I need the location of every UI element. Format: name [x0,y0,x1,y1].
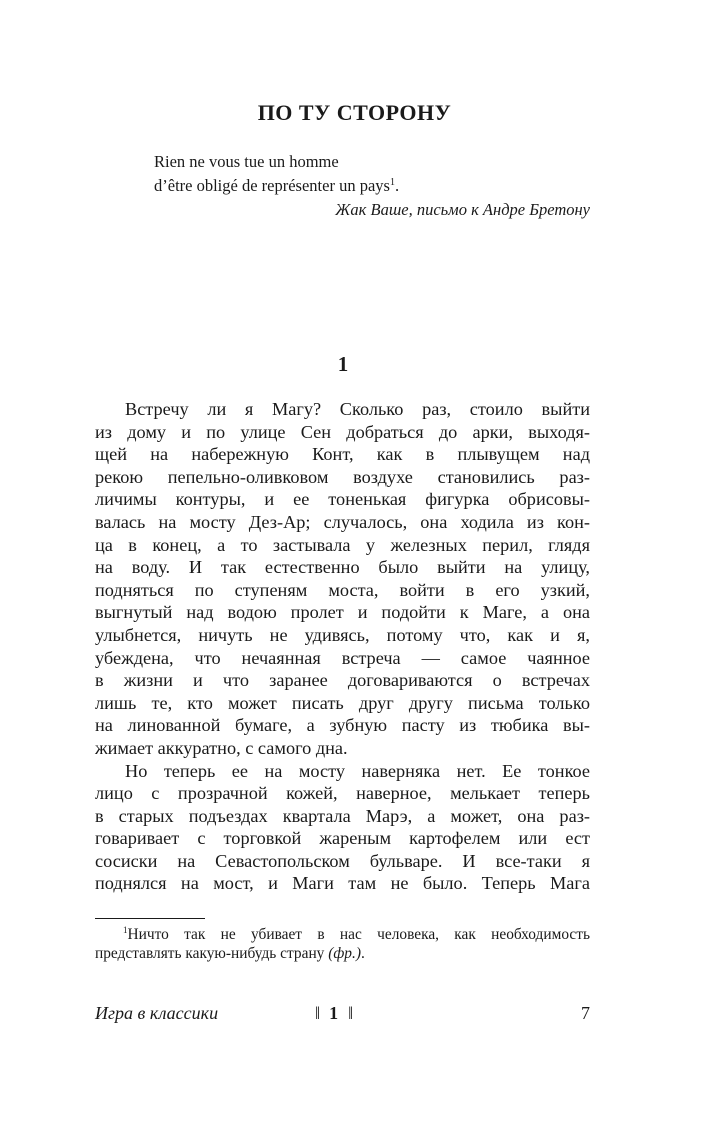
chapter-bar-right: ‖ [348,1003,353,1023]
page-number: 7 [581,1003,590,1023]
epigraph-line-2-end: . [394,176,400,195]
epigraph-line-1: Rien ne vous tue un homme [154,152,339,171]
text-line: поднялся на мост, и Маги там не было. Теперь Мага [95,873,590,894]
text-line: щей на набережную Конт, как в плывущем над [95,444,590,465]
footnote-line-1-text: Ничто так не убивает в нас человека, как необходимость [127,926,590,943]
text-line: личимы контуры, и ее тоненькая фигурка обрисовы- [95,489,590,510]
text-line: сосиски на Севастопольском бульваре. И все-таки я [95,850,590,871]
running-title: Игра в классики [95,1003,219,1023]
footnote-line-2 [95,944,590,963]
footnote-line-2-end: . [360,945,365,962]
text-line: Но теперь ее на мосту наверняка нет. Ее тонкое [125,760,590,781]
text-line: в жизни и что заранее договариваются о встречах [95,670,590,691]
text-line: Встречу ли я Магу? Сколько раз, стоило выйти [125,399,590,419]
text-line: подняться по ступеням моста, войти в его узкий, [95,579,590,600]
epigraph-attribution: Жак Ваше, письмо к Андре Бретону [335,200,590,219]
text-line: лицо с прозрачной кожей, наверное, мелькает теперь [95,783,590,804]
text-line: на линованной бумаге, а зубную пасту из тюбика вы- [95,715,590,736]
page-footer [95,1003,590,1029]
text-line: убеждена, что нечаянная встреча — самое чаянное [95,647,590,668]
footnote-marker: 1 [123,925,128,935]
chapter-bar-left: ‖ [315,1003,320,1023]
text-line: в старых подъездах квартала Марэ, а может, она раз- [95,805,590,826]
footnote [95,925,590,963]
section-title: ПО ТУ СТОРОНУ [257,100,452,125]
text-line: лишь те, кто может писать друг другу письма только [95,692,590,713]
chapter-body-text [95,398,590,895]
footnote-separator [95,918,205,919]
text-line: жимает аккуратно, с самого дна. [95,737,348,758]
chapter-heading: 1 [337,352,349,376]
footnote-language-note: (фр.) [328,945,361,962]
footnote-line-2-text: представлять какую-нибудь страну [95,945,329,962]
running-chapter-number: 1 [329,1003,339,1023]
text-line: говаривает с торговкой жареным картофелем или ест [95,828,590,849]
epigraph [154,150,590,222]
text-line: улыбнется, ничуть не удивясь, потому что, как и я, [95,624,590,645]
epigraph-line-2-text: d’être obligé de représenter un pays [154,176,390,195]
text-line: рекою пепельно-оливковом воздухе становились раз- [95,466,590,487]
epigraph-footnote-marker[interactable]: 1 [389,177,395,188]
footnote-line-1 [95,925,590,944]
running-chapter-marker [315,1003,352,1024]
text-line: выгнутый над водою пролет и подойти к Маге, а она [95,602,590,623]
text-line: ца в конец, а то застывала у железных перил, глядя [95,534,590,555]
text-line: из дому и по улице Сен добраться до арки, выходя- [95,421,590,442]
text-line: валась на мосту Дез-Ар; случалось, она ходила из кон- [95,511,590,532]
text-line: на воду. И так естественно было выйти на улицу, [95,557,590,578]
epigraph-line-2 [154,174,590,198]
